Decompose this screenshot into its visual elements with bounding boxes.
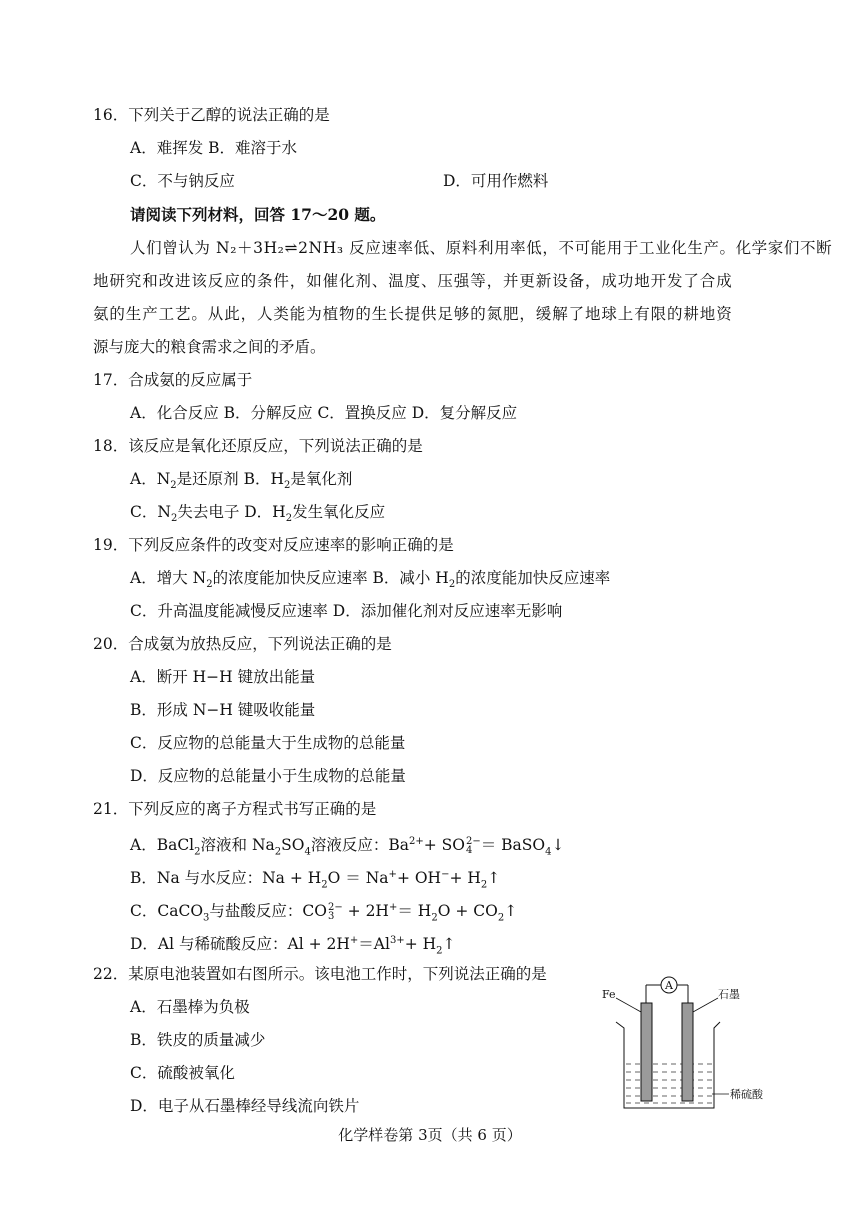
superscript: +	[388, 902, 398, 913]
subscript: 2	[170, 480, 177, 492]
q16-option-d: D．可用作燃料	[443, 172, 549, 190]
q18-options-cd	[130, 501, 385, 530]
q21-c-end2: O + CO	[437, 902, 498, 921]
graphite-electrode	[682, 1003, 693, 1101]
q19-a-rest: 的浓度能加快反应速率 B．减小 H	[212, 569, 449, 587]
sulfate-charge-stack	[466, 837, 481, 855]
q21-b-end: + H	[449, 869, 481, 888]
q18-c-prefix: C．N	[130, 503, 171, 521]
q20-option-d: D．反应物的总能量小于生成物的总能量	[130, 767, 406, 785]
q20-option-a: A．断开 H−H 键放出能量	[130, 668, 316, 686]
q21-option-c	[130, 897, 517, 929]
material-para-line3: 氨的生产工艺。从此，人类能为植物的生长提供足够的氮肥，缓解了地球上有限的耕地资	[93, 305, 733, 323]
subscript: 2	[194, 846, 201, 858]
subscript: 2	[285, 513, 293, 525]
precipitate-arrow: ↓	[551, 836, 565, 855]
superscript: 3+	[389, 935, 405, 946]
q16-stem: 16．下列关于乙醇的说法正确的是	[93, 106, 330, 124]
q21-c-mid2: + 2H	[342, 902, 389, 921]
q18-c-rest: 失去电子 D．H	[177, 503, 286, 521]
q20-option-b: B．形成 N−H 键吸收能量	[130, 701, 316, 719]
q21-a-mid: 溶液和 Na	[200, 836, 275, 855]
graphite-leader	[693, 998, 718, 1012]
gas-arrow: ↑	[487, 869, 501, 888]
gas-arrow: ↑	[504, 902, 518, 921]
subscript: 4	[465, 845, 473, 857]
q22-option-a: A．石墨棒为负极	[130, 998, 250, 1016]
q21-d-prefix: D．Al 与稀硫酸反应：Al + 2H	[130, 935, 350, 954]
page-footer: 化学样卷第 3页（共 6 页）	[338, 1126, 522, 1144]
subscript: 3	[203, 912, 210, 924]
material-heading: 请阅读下列材料，回答 17～20 题。	[130, 205, 386, 224]
q22-option-c: C．硫酸被氧化	[130, 1064, 235, 1082]
subscript: 2	[321, 879, 328, 891]
superscript: +	[388, 869, 397, 880]
q18-stem: 18．该反应是氧化还原反应，下列说法正确的是	[93, 437, 423, 455]
q22-stem: 22．某原电池装置如右图所示。该电池工作时，下列说法正确的是	[93, 965, 547, 983]
q19-a-prefix: A．增大 N	[130, 569, 207, 587]
q21-c-prefix: C．CaCO	[130, 902, 204, 921]
q22-option-b: B．铁皮的质量减少	[130, 1031, 266, 1049]
material-para-line2: 地研究和改进该反应的条件，如催化剂、温度、压强等，并更新设备，成功地开发了合成	[93, 272, 733, 290]
q21-c-mid: 与盐酸反应：CO	[209, 902, 327, 921]
superscript: +	[349, 935, 359, 946]
q17-options: A．化合反应 B．分解反应 C．置换反应 D．复分解反应	[130, 404, 518, 422]
acid-solution	[626, 1064, 712, 1103]
q20-option-c: C．反应物的总能量大于生成物的总能量	[130, 734, 406, 752]
q20-stem: 20．合成氨为放热反应，下列说法正确的是	[93, 635, 392, 653]
q16-options-ab	[130, 137, 297, 159]
q21-b-prefix: B．Na 与水反应：Na + H	[130, 869, 322, 888]
q21-a-mid2: SO	[281, 836, 305, 855]
superscript: 2+	[408, 836, 424, 847]
subscript: 2	[274, 846, 282, 858]
subscript: 4	[304, 846, 311, 858]
q18-d-rest: 发生氧化反应	[292, 503, 386, 521]
q18-options-ab	[130, 468, 352, 497]
q16-option-a: A．难挥发	[130, 139, 204, 157]
graphite-label: 石墨	[718, 988, 740, 1001]
material-para-line4: 源与庞大的粮食需求之间的矛盾。	[93, 338, 326, 356]
q19-options-ab	[130, 567, 610, 596]
gas-arrow: ↑	[442, 935, 456, 954]
q19-options-cd: C．升高温度能减慢反应速率 D．添加催化剂对反应速率无影响	[130, 602, 563, 620]
q21-a-mid3: 溶液反应：Ba	[310, 836, 409, 855]
q21-stem: 21．下列反应的离子方程式书写正确的是	[93, 800, 377, 818]
q18-a-prefix: A．N	[130, 470, 171, 488]
q18-b-rest: 是氧化剂	[290, 470, 353, 488]
subscript: 2	[283, 480, 291, 492]
q21-b-mid: O ＝ Na	[327, 869, 389, 888]
q21-b-mid2: + OH	[396, 869, 442, 888]
subscript: 4	[545, 846, 552, 858]
fe-electrode	[641, 1003, 652, 1101]
subscript: 2	[170, 513, 178, 525]
subscript: 2	[480, 879, 488, 891]
q18-a-rest: 是还原剂 B．H	[176, 470, 284, 488]
q21-a-plus: + SO	[423, 836, 465, 855]
q19-b-rest: 的浓度能加快反应速率	[455, 569, 611, 587]
subscript: 2	[448, 579, 456, 591]
subscript: 2	[497, 912, 505, 924]
subscript: 3	[327, 911, 335, 923]
q17-stem: 17．合成氨的反应属于	[93, 371, 253, 389]
acid-label: 稀硫酸	[730, 1088, 763, 1101]
subscript: 2	[431, 912, 438, 924]
q16-option-b: B．难溶于水	[208, 139, 298, 157]
beaker	[616, 1022, 720, 1108]
ammeter-label: A	[665, 979, 673, 992]
subscript: 2	[206, 579, 213, 591]
q21-option-b	[130, 864, 500, 896]
q21-option-a	[130, 831, 565, 863]
material-para-line1: 人们曾认为 N₂＋3H₂⇌2NH₃ 反应速率低、原料利用率低，不可能用于工业化生产。化学家们不断	[130, 239, 833, 257]
superscript: 2−	[465, 836, 481, 848]
q21-option-d	[130, 930, 456, 962]
superscript: 2−	[327, 902, 343, 914]
fe-label: Fe	[602, 988, 616, 1001]
carbonate-charge-stack	[328, 903, 343, 921]
subscript: 2	[436, 945, 443, 957]
q21-a-prefix: A．BaCl	[130, 836, 195, 855]
q22-option-d: D．电子从石墨棒经导线流向铁片	[130, 1097, 360, 1115]
galvanic-cell-diagram	[596, 968, 786, 1118]
q21-c-end: ＝ H	[397, 902, 432, 921]
q19-stem: 19．下列反应条件的改变对反应速率的影响正确的是	[93, 536, 454, 554]
q16-option-c: C．不与钠反应	[130, 172, 235, 190]
q21-d-end: + H	[404, 935, 437, 954]
q21-d-mid: ＝Al	[358, 935, 390, 954]
q21-a-eq: ＝ BaSO	[480, 836, 546, 855]
fe-leader	[616, 998, 641, 1012]
superscript: −	[441, 869, 450, 880]
